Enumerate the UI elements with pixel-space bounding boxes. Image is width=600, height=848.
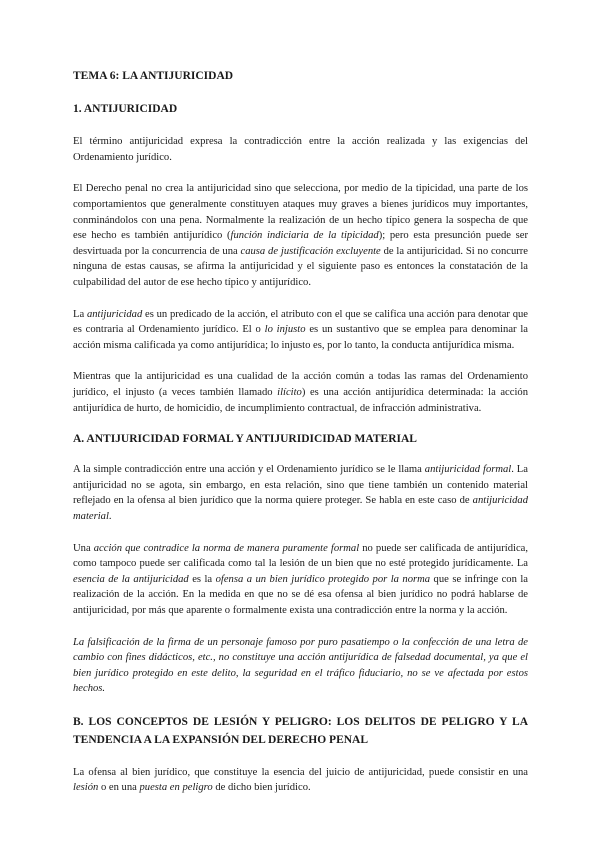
paragraph-6 (73, 541, 528, 619)
italic-term: ofensa a un bien jurídico protegido por la norma (215, 573, 431, 585)
text-run: A la simple contradicción entre una acción y el Ordenamiento jurídico se le llama (73, 464, 425, 476)
italic-term: ilícito (277, 386, 302, 398)
text-run: ); pero esta presunción puede ser desvirtuada por la concurrencia de una (73, 230, 529, 257)
paragraph-3 (73, 307, 528, 354)
text-run: Una (73, 542, 94, 554)
italic-term: lesión (73, 782, 99, 794)
paragraph-8 (73, 765, 528, 796)
italic-term: lo injusto (264, 324, 306, 336)
text-run: Mientras que la antijuricidad es una cualidad de la acción común a todas las ramas del Ordenamiento jurídico, el injusto (a veces también llamado (73, 371, 528, 398)
text-run: o en una (98, 782, 140, 794)
italic-term: acción que contradice la norma de manera puramente formal (93, 542, 360, 554)
italic-term: antijuricidad (86, 308, 143, 320)
italic-term: antijuricidad material (73, 495, 528, 522)
text-run: La (73, 308, 87, 320)
text-run: no puede ser calificada de antijurídica, como tampoco puede ser calificada como tal la lesión de un bien que no esté protegido jurídicamente. La (73, 542, 528, 570)
paragraph-4 (73, 369, 528, 416)
text-run: La ofensa al bien jurídico, que constituye la esencia del juicio de antijuricidad, puede consistir en una (73, 766, 528, 778)
document-title: TEMA 6: LA ANTIJURICIDAD (73, 70, 234, 82)
text-run: es un sustantivo que se emplea para denominar la acción misma calificada ya como antijurídica; lo injusto es, por lo tanto, la conducta antijurídica misma. (73, 324, 529, 351)
text-run: que se infringe con la realización de la acción. En la medida en que no se dé esa ofensa al bien jurídico no podrá hablarse de antijuricidad, por más que aparente o formalmente exista una contradicción entre la norma y la acción. (73, 573, 529, 616)
document-page (73, 68, 528, 796)
section-1-heading: 1. ANTIJURICIDAD (73, 103, 178, 116)
section-b-heading: B. LOS CONCEPTOS DE LESIÓN Y PELIGRO: LOS DELITOS DE PELIGRO Y LA TENDENCIA A LA EXPANSIÓN DEL DERECHO PENAL (73, 715, 528, 746)
text-run: . La antijuricidad no se agota, sin embargo, en esta relación, sino que tiene también un contenido material reflejado en la ofensa al bien jurídico que la norma quiere proteger. Se habla en este caso de (73, 464, 528, 507)
paragraph-2 (73, 181, 528, 290)
text-run: . (108, 510, 112, 522)
text-run: de la antijuricidad. Si no concurre ninguna de estas causas, se afirma la antijuricidad y el siguiente paso es entonces la constatación de la culpabilidad del autor de ese hecho típico y antijurídico. (73, 245, 528, 288)
italic-term: puesta en peligro (139, 782, 213, 794)
italic-example: La falsificación de la firma de un personaje famoso por puro pasatiempo o la confección de una letra de cambio con fines didácticos, etc., no constituye una acción antijurídica de falsedad documental, ya que el bien jurídico protegido en este delito, la seguridad en el tráfico fiduciario, no se ve afectada por estos hechos. (73, 636, 528, 695)
paragraph-1: El término antijuricidad expresa la contradicción entre la acción realizada y las exigencias del Ordenamiento jurídico. (73, 136, 528, 163)
text-run: es la (188, 573, 216, 585)
italic-term: causa de justificación excluyente (240, 245, 381, 257)
text-run: ) es una acción antijurídica determinada: la acción antijurídica de hurto, de homicidio, de incumplimiento contractual, de infracción administrativa. (73, 386, 528, 414)
italic-term: función indiciaria de la tipicidad (230, 230, 379, 242)
section-a-heading: A. ANTIJURICIDAD FORMAL Y ANTIJURIDICIDAD MATERIAL (73, 433, 417, 446)
italic-term: esencia de la antijuricidad (73, 573, 189, 585)
example-paragraph (73, 635, 528, 697)
text-run: es un predicado de la acción, el atributo con el que se califica una acción para denotar que es contraria al Ordenamiento jurídico. El o (73, 308, 529, 336)
text-run: de dicho bien jurídico. (212, 782, 311, 794)
italic-term: antijuricidad formal (424, 464, 512, 476)
paragraph-5 (73, 462, 528, 524)
text-run: El Derecho penal no crea la antijuricidad sino que selecciona, por medio de la tipicidad, una parte de los comportamientos que generalmente constituyen ataques muy graves a bienes jurídicos muy importantes, conminándolos con una pena. Normalmente la realización de un hecho típico genera la sospecha de que ese hecho es también antijurídico ( (73, 183, 528, 242)
